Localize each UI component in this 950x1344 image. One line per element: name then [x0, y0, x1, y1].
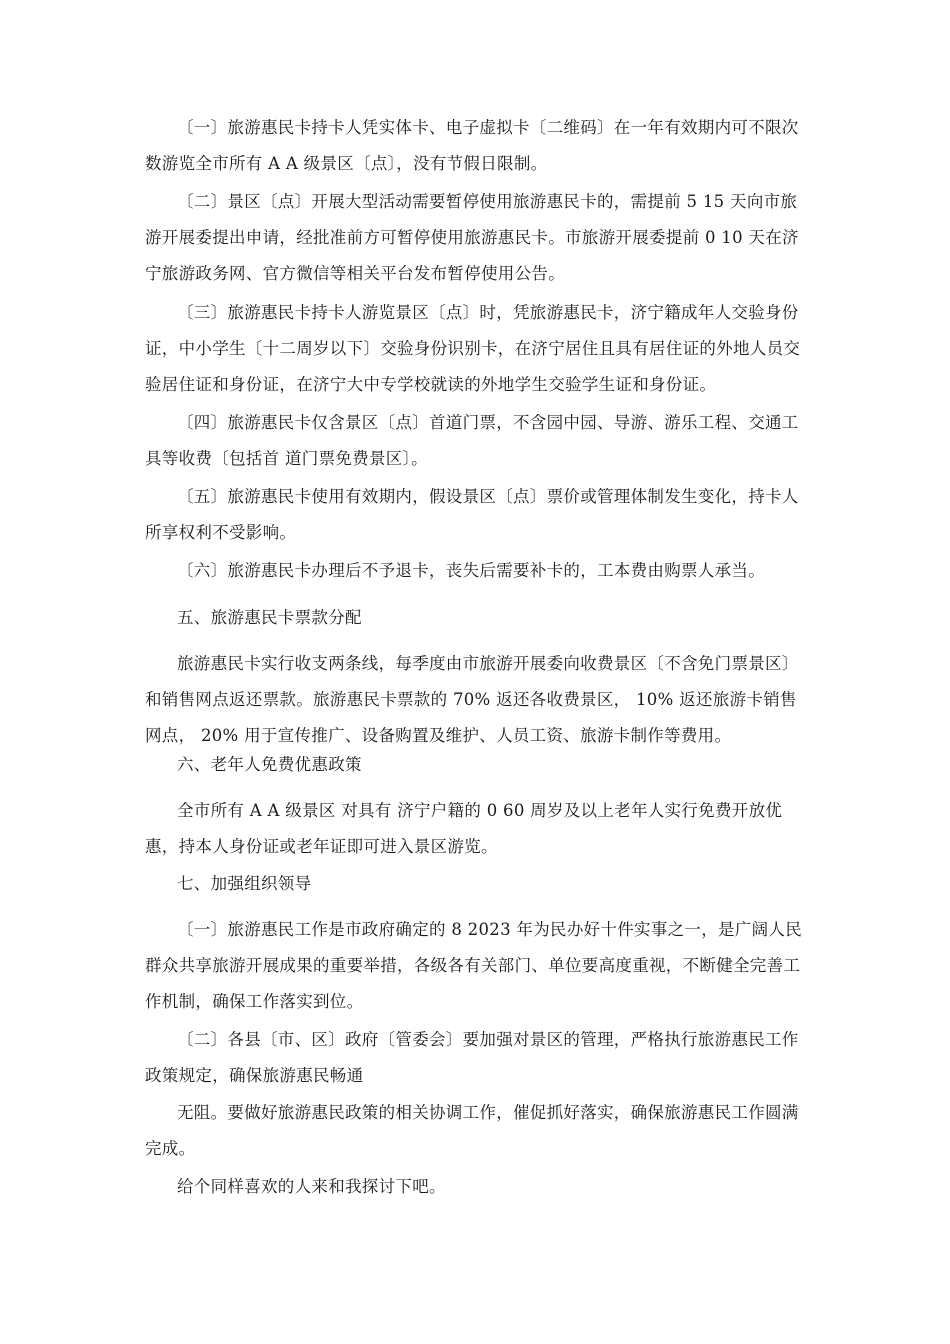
- paragraph-validity: 〔五〕旅游惠民卡使用有效期内，假设景区〔点〕票价或管理体制发生变化，持卡人所享权利不受影响。: [145, 487, 799, 542]
- paragraph-elderly: 全市所有 A A 级景区 对具有 济宁户籍的 0 60 周岁及以上老年人实行免费开放优惠，持本人身份证或老年证即可进入景区游览。: [145, 801, 783, 856]
- paragraph-scope: 〔四〕旅游惠民卡仅含景区〔点〕首道门票，不含园中园、导游、游乐工程、交通工具等收费〔包括首 道门票免费景区〕。: [145, 413, 799, 468]
- paragraph-verification: 〔三〕旅游惠民卡持卡人游览景区〔点〕时，凭旅游惠民卡，济宁籍成年人交验身份证，中小学生〔十二周岁以下〕交验身份识别卡，在济宁居住且具有居住证的外地人员交验居住证和身份证，在济宁大中专学校就读的外地学生交验学生证和身份证。: [145, 303, 801, 394]
- paragraph-leadership-2: 〔二〕各县〔市、区〕政府〔管委会〕要加强对景区的管理，严格执行旅游惠民工作政策规定，确保旅游惠民畅通: [145, 1030, 799, 1085]
- paragraph-suspension: 〔二〕景区〔点〕开展大型活动需要暂停使用旅游惠民卡的，需提前 5 15 天向市旅游开展委提出申请，经批准前方可暂停使用旅游惠民卡。市旅游开展委提前 0 10 天在济宁旅游政务网、官方微信等相关平台发布暂停使用公告。: [145, 192, 799, 283]
- paragraph-no-refund: 〔六〕旅游惠民卡办理后不予退卡，丧失后需要补卡的，工本费由购票人承当。: [177, 561, 765, 580]
- section-heading-elderly: 六、老年人免费优惠政策: [177, 755, 362, 774]
- paragraph-leadership-2-cont: 无阻。要做好旅游惠民政策的相关协调工作，催促抓好落实，确保旅游惠民工作圆满完成。: [145, 1103, 799, 1158]
- paragraph-revenue: 旅游惠民卡实行收支两条线，每季度由市旅游开展委向收费景区〔不含免门票景区〕和销售网点返还票款。旅游惠民卡票款的 70% 返还各收费景区， 10% 返还旅游卡销售网点， 20% 用于宣传推广、设备购置及维护、人员工资、旅游卡制作等费用。: [145, 654, 799, 745]
- section-heading-revenue: 五、旅游惠民卡票款分配: [177, 608, 362, 627]
- section-heading-leadership: 七、加强组织领导: [177, 874, 312, 893]
- paragraph-ticket-usage: 〔一〕旅游惠民卡持卡人凭实体卡、电子虚拟卡〔二维码〕在一年有效期内可不限次数游览全市所有 A A 级景区〔点〕，没有节假日限制。: [145, 118, 799, 173]
- paragraph-leadership-1: 〔一〕旅游惠民工作是市政府确定的 8 2023 年为民办好十件实事之一，是广阔人民群众共享旅游开展成果的重要举措，各级各有关部门、单位要高度重视，不断健全完善工作机制，确保工作落实到位。: [145, 920, 803, 1011]
- paragraph-closing: 给个同样喜欢的人来和我探讨下吧。: [177, 1177, 446, 1196]
